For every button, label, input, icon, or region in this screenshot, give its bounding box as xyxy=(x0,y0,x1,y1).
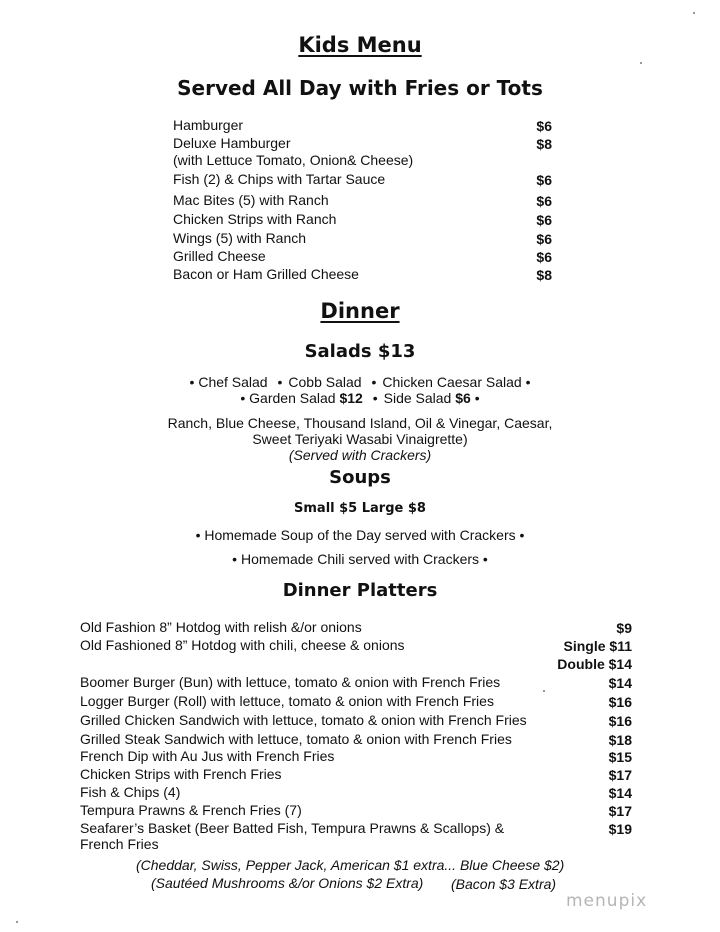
salad-side-price: $6 xyxy=(455,390,471,406)
extras-bacon: (Bacon $3 Extra) xyxy=(451,876,557,892)
platter-name: French Fries xyxy=(80,836,159,852)
kids-item-price: $6 xyxy=(536,193,552,209)
soups-sizes: Small $5 Large $8 xyxy=(294,501,426,516)
bullet: • xyxy=(371,374,377,390)
dressings-line-1: Ranch, Blue Cheese, Thousand Island, Oil & Vinegar, Caesar, xyxy=(167,415,553,431)
kids-item-price: $6 xyxy=(536,249,552,265)
kids-item-name: Mac Bites (5) with Ranch xyxy=(173,192,329,208)
kids-item-name: Fish (2) & Chips with Tartar Sauce xyxy=(173,171,386,187)
platter-price: $15 xyxy=(608,749,632,765)
bullet: • xyxy=(232,551,238,567)
salad-garden-price: $12 xyxy=(339,390,363,406)
kids-item-name: (with Lettuce Tomato, Onion& Cheese) xyxy=(173,152,414,168)
salads-note: (Served with Crackers) xyxy=(288,447,432,463)
platter-name: Old Fashioned 8” Hotdog with chili, cheese & onions xyxy=(80,637,405,653)
kids-item-price: $8 xyxy=(536,136,552,152)
soup-item xyxy=(0,551,720,567)
platter-price: $19 xyxy=(608,821,632,837)
kids-item-name: Chicken Strips with Ranch xyxy=(173,211,337,227)
platter-price: $17 xyxy=(608,767,632,783)
platter-name: Grilled Steak Sandwich with lettuce, tomato & onion with French Fries xyxy=(80,731,512,747)
soup-item xyxy=(0,527,720,543)
salad-chicken-caesar: Chicken Caesar Salad xyxy=(382,374,522,390)
platter-price: $9 xyxy=(616,620,632,636)
kids-item-price: $8 xyxy=(536,267,552,283)
platters-heading: Dinner Platters xyxy=(282,580,438,601)
platter-name: Logger Burger (Roll) with lettuce, tomato & onion with French Fries xyxy=(80,693,494,709)
scan-speck xyxy=(693,12,695,14)
bullet: • xyxy=(474,390,480,406)
platter-name: Boomer Burger (Bun) with lettuce, tomato & onion with French Fries xyxy=(80,674,501,690)
platter-price: $14 xyxy=(608,785,632,801)
platter-name: Old Fashion 8” Hotdog with relish &/or onions xyxy=(80,619,362,635)
bullet: • xyxy=(240,390,246,406)
dinner-title: Dinner xyxy=(320,299,400,323)
soup-item-label: Homemade Soup of the Day served with Crackers xyxy=(204,527,516,543)
kids-item-name: Deluxe Hamburger xyxy=(173,135,291,151)
kids-item-price: $6 xyxy=(536,118,552,134)
bullet: • xyxy=(525,374,531,390)
scan-speck xyxy=(640,62,642,64)
platter-name: Tempura Prawns & French Fries (7) xyxy=(80,802,302,818)
salads-line-1 xyxy=(0,374,720,390)
kids-item-price: $6 xyxy=(536,172,552,188)
salads-heading: Salads $13 xyxy=(304,341,416,362)
platter-price: Double $14 xyxy=(557,656,632,672)
scan-speck xyxy=(16,921,18,923)
kids-item-price: $6 xyxy=(536,231,552,247)
platter-name: Grilled Chicken Sandwich with lettuce, tomato & onion with French Fries xyxy=(80,712,527,728)
soup-item-label: Homemade Chili served with Crackers xyxy=(240,551,480,567)
menupix-watermark: menupix xyxy=(566,891,648,911)
platter-name: French Dip with Au Jus with French Fries xyxy=(80,748,335,764)
platter-name: Chicken Strips with French Fries xyxy=(80,766,282,782)
salad-chef: Chef Salad xyxy=(198,374,268,390)
salad-cobb: Cobb Salad xyxy=(288,374,362,390)
dressings-line-2: Sweet Teriyaki Wasabi Vinaigrette) xyxy=(252,431,468,447)
platter-price: $17 xyxy=(608,803,632,819)
salad-garden: Garden Salad xyxy=(249,390,336,406)
salad-side: Side Salad xyxy=(383,390,452,406)
platter-price: $16 xyxy=(608,713,632,729)
platter-price: $18 xyxy=(608,732,632,748)
extras-cheese: (Cheddar, Swiss, Pepper Jack, American $1 extra... Blue Cheese $2) xyxy=(136,857,565,873)
kids-menu-subtitle: Served All Day with Fries or Tots xyxy=(177,76,543,100)
bullet: • xyxy=(277,374,283,390)
bullet: • xyxy=(372,390,378,406)
bullet: • xyxy=(195,527,201,543)
platter-name: Fish & Chips (4) xyxy=(80,784,181,800)
platter-price: $16 xyxy=(608,694,632,710)
kids-item-name: Hamburger xyxy=(173,117,244,133)
salads-line-2 xyxy=(0,390,720,406)
bullet: • xyxy=(189,374,195,390)
kids-menu-title: Kids Menu xyxy=(298,33,422,57)
platter-name: Seafarer’s Basket (Beer Batted Fish, Tempura Prawns & Scallops) & xyxy=(80,820,505,836)
bullet: • xyxy=(482,551,488,567)
scan-speck xyxy=(543,690,545,692)
kids-item-name: Grilled Cheese xyxy=(173,248,266,264)
platter-price: Single $11 xyxy=(563,638,632,654)
extras-mushrooms: (Sautéed Mushrooms &/or Onions $2 Extra) xyxy=(151,875,424,891)
platter-price: $14 xyxy=(608,675,632,691)
kids-item-price: $6 xyxy=(536,212,552,228)
soups-heading: Soups xyxy=(329,467,391,488)
kids-item-name: Bacon or Ham Grilled Cheese xyxy=(173,266,359,282)
bullet: • xyxy=(519,527,525,543)
kids-item-name: Wings (5) with Ranch xyxy=(173,230,307,246)
